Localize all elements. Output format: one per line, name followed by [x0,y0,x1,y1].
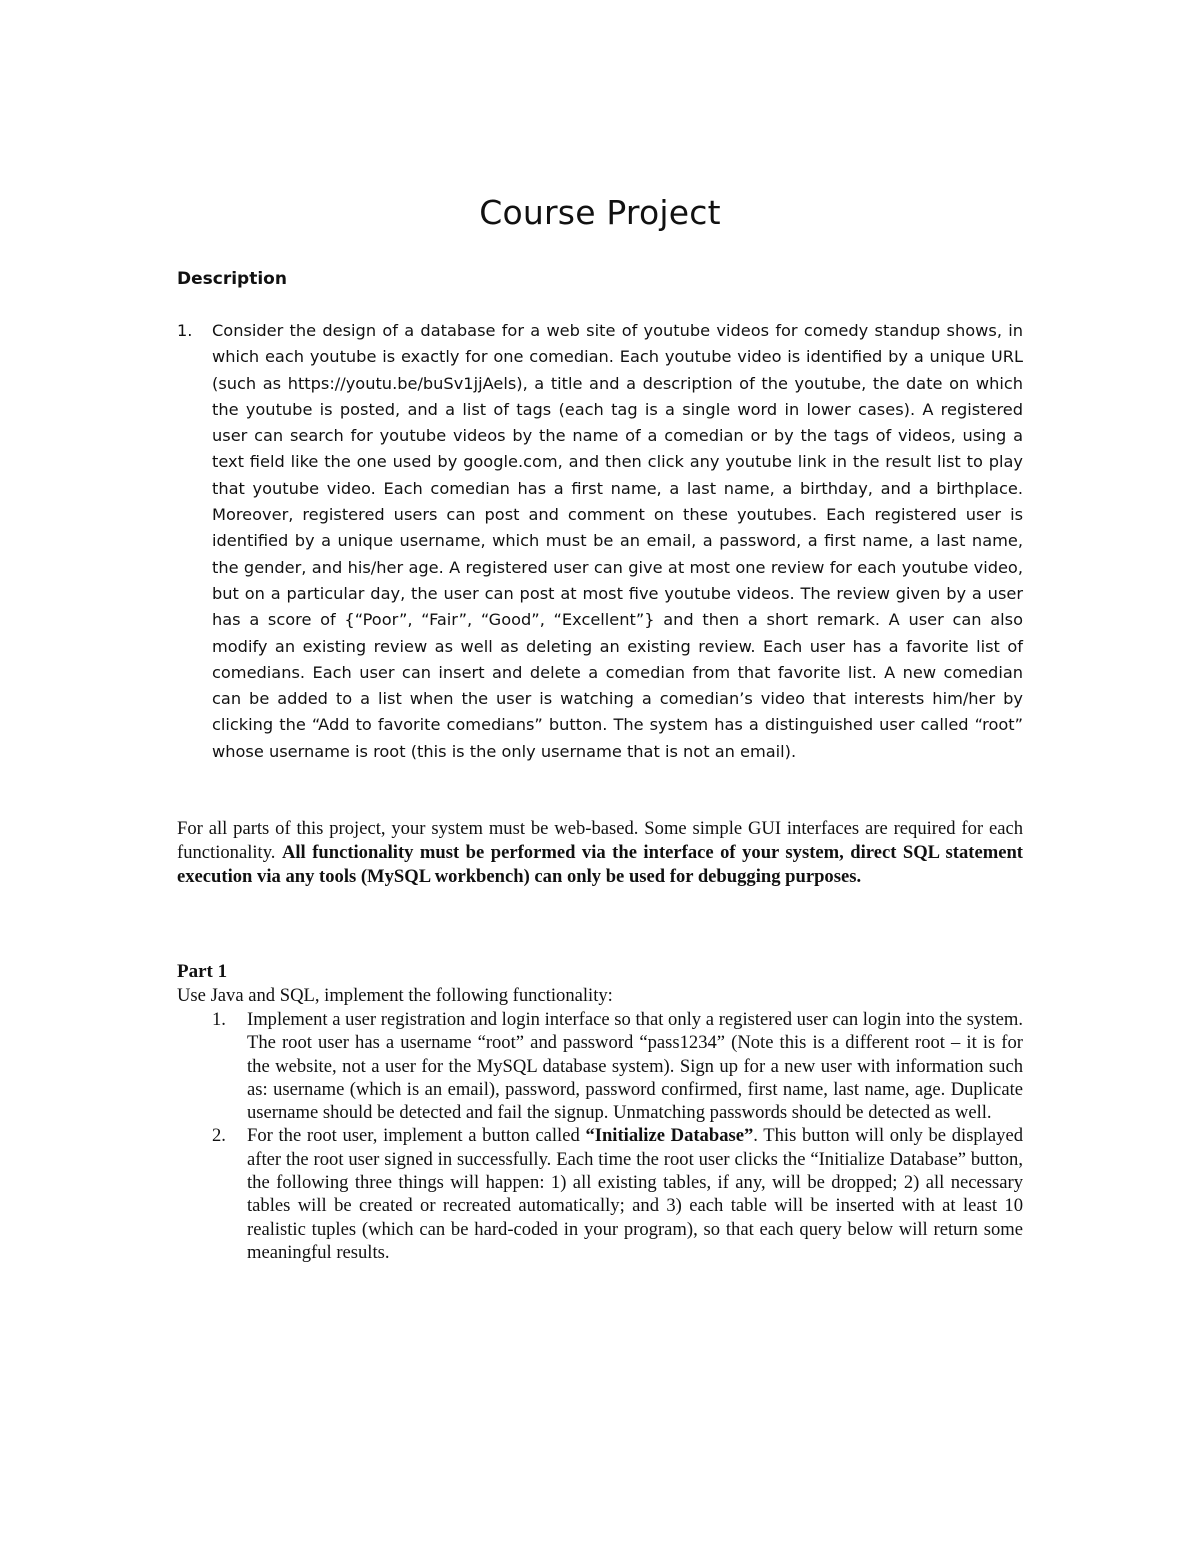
part1-intro: Use Java and SQL, implement the following functionality: [177,985,613,1006]
list-item-text: Implement a user registration and login interface so that only a registered user can login into the system. The root user has a username “root” and password “pass1234” (Note this is a different root – it is for the website, not a user for the MySQL database system). Sign up for a new user with information such as: username (which is an email), password, password confirmed, first name, last name, age. Duplicate username should be detected and fail the signup. Unmatching passwords should be detected as well. [247,1009,1023,1124]
part1-heading: Part 1 [177,961,228,982]
description-list [177,318,1023,765]
requirements-bold-text: All functionality must be performed via the interface of your system, direct SQL statement execution via any tools (MySQL workbench) can only be used for debugging purposes. [177,841,1023,887]
list-item-text-before: For the root user, implement a button called [247,1125,586,1147]
requirements-plain-text: For all parts of this project, your system must be web-based. Some simple GUI interfaces are required for each functionality. [177,818,1023,863]
description-item-number: 1. [177,321,193,340]
requirements-paragraph [177,817,1023,888]
list-item-text-after: . This button will only be displayed after the root user signed in successfully. Each time the root user clicks the “Initialize Database” button, the following three things will happen: 1) all existing tables, if any, will be dropped; 2) all necessary tables will be created or recreated automatically; and 3) each table will be inserted with at least 10 realistic tuples (which can be hard-coded in your program), so that each query below will return some meaningful results. [247,1125,1023,1263]
list-item-number: 2. [212,1125,226,1147]
initialize-database-term: “Initialize Database” [585,1125,754,1147]
list-item [212,1124,1023,1264]
list-item-number: 1. [212,1009,226,1030]
list-item [212,1008,1023,1124]
part1-list [177,1008,1023,1264]
description-item-text: Consider the design of a database for a web site of youtube videos for comedy standup shows, in which each youtube is exactly for one comedian. Each youtube video is identified by a unique URL (such as https://youtu.be/buSv1jjAels), a title and a description of the youtube, the date on which the youtube is posted, and a list of tags (each tag is a single word in lower cases). A registered user can search for youtube videos by the name of a comedian or by the tags of videos, using a text field like the one used by google.com, and then click any youtube link in the result list to play that youtube video. Each comedian has a first name, a last name, a birthday, and a birthplace. Moreover, registered users can post and comment on these youtubes. Each registered user is identified by a unique username, which must be an email, a password, a first name, a last name, the gender, and his/her age. A registered user can give at most one review for each youtube video, but on a particular day, the user can post at most five youtube videos. The review given by a user has a score of {“Poor”, “Fair”, “Good”, “Excellent”} and then a short remark. A user can also modify an existing review as well as deleting an existing review. Each user has a favorite list of comedians. Each user can insert and delete a comedian from that favorite list. A new comedian can be added to a list when the user is watching a comedian’s video that interests him/her by clicking the “Add to favorite comedians” button. The system has a distinguished user called “root” whose username is root (this is the only username that is not an email). [212,321,1023,761]
description-heading: Description [177,269,287,289]
page-title: Course Project [479,193,721,232]
